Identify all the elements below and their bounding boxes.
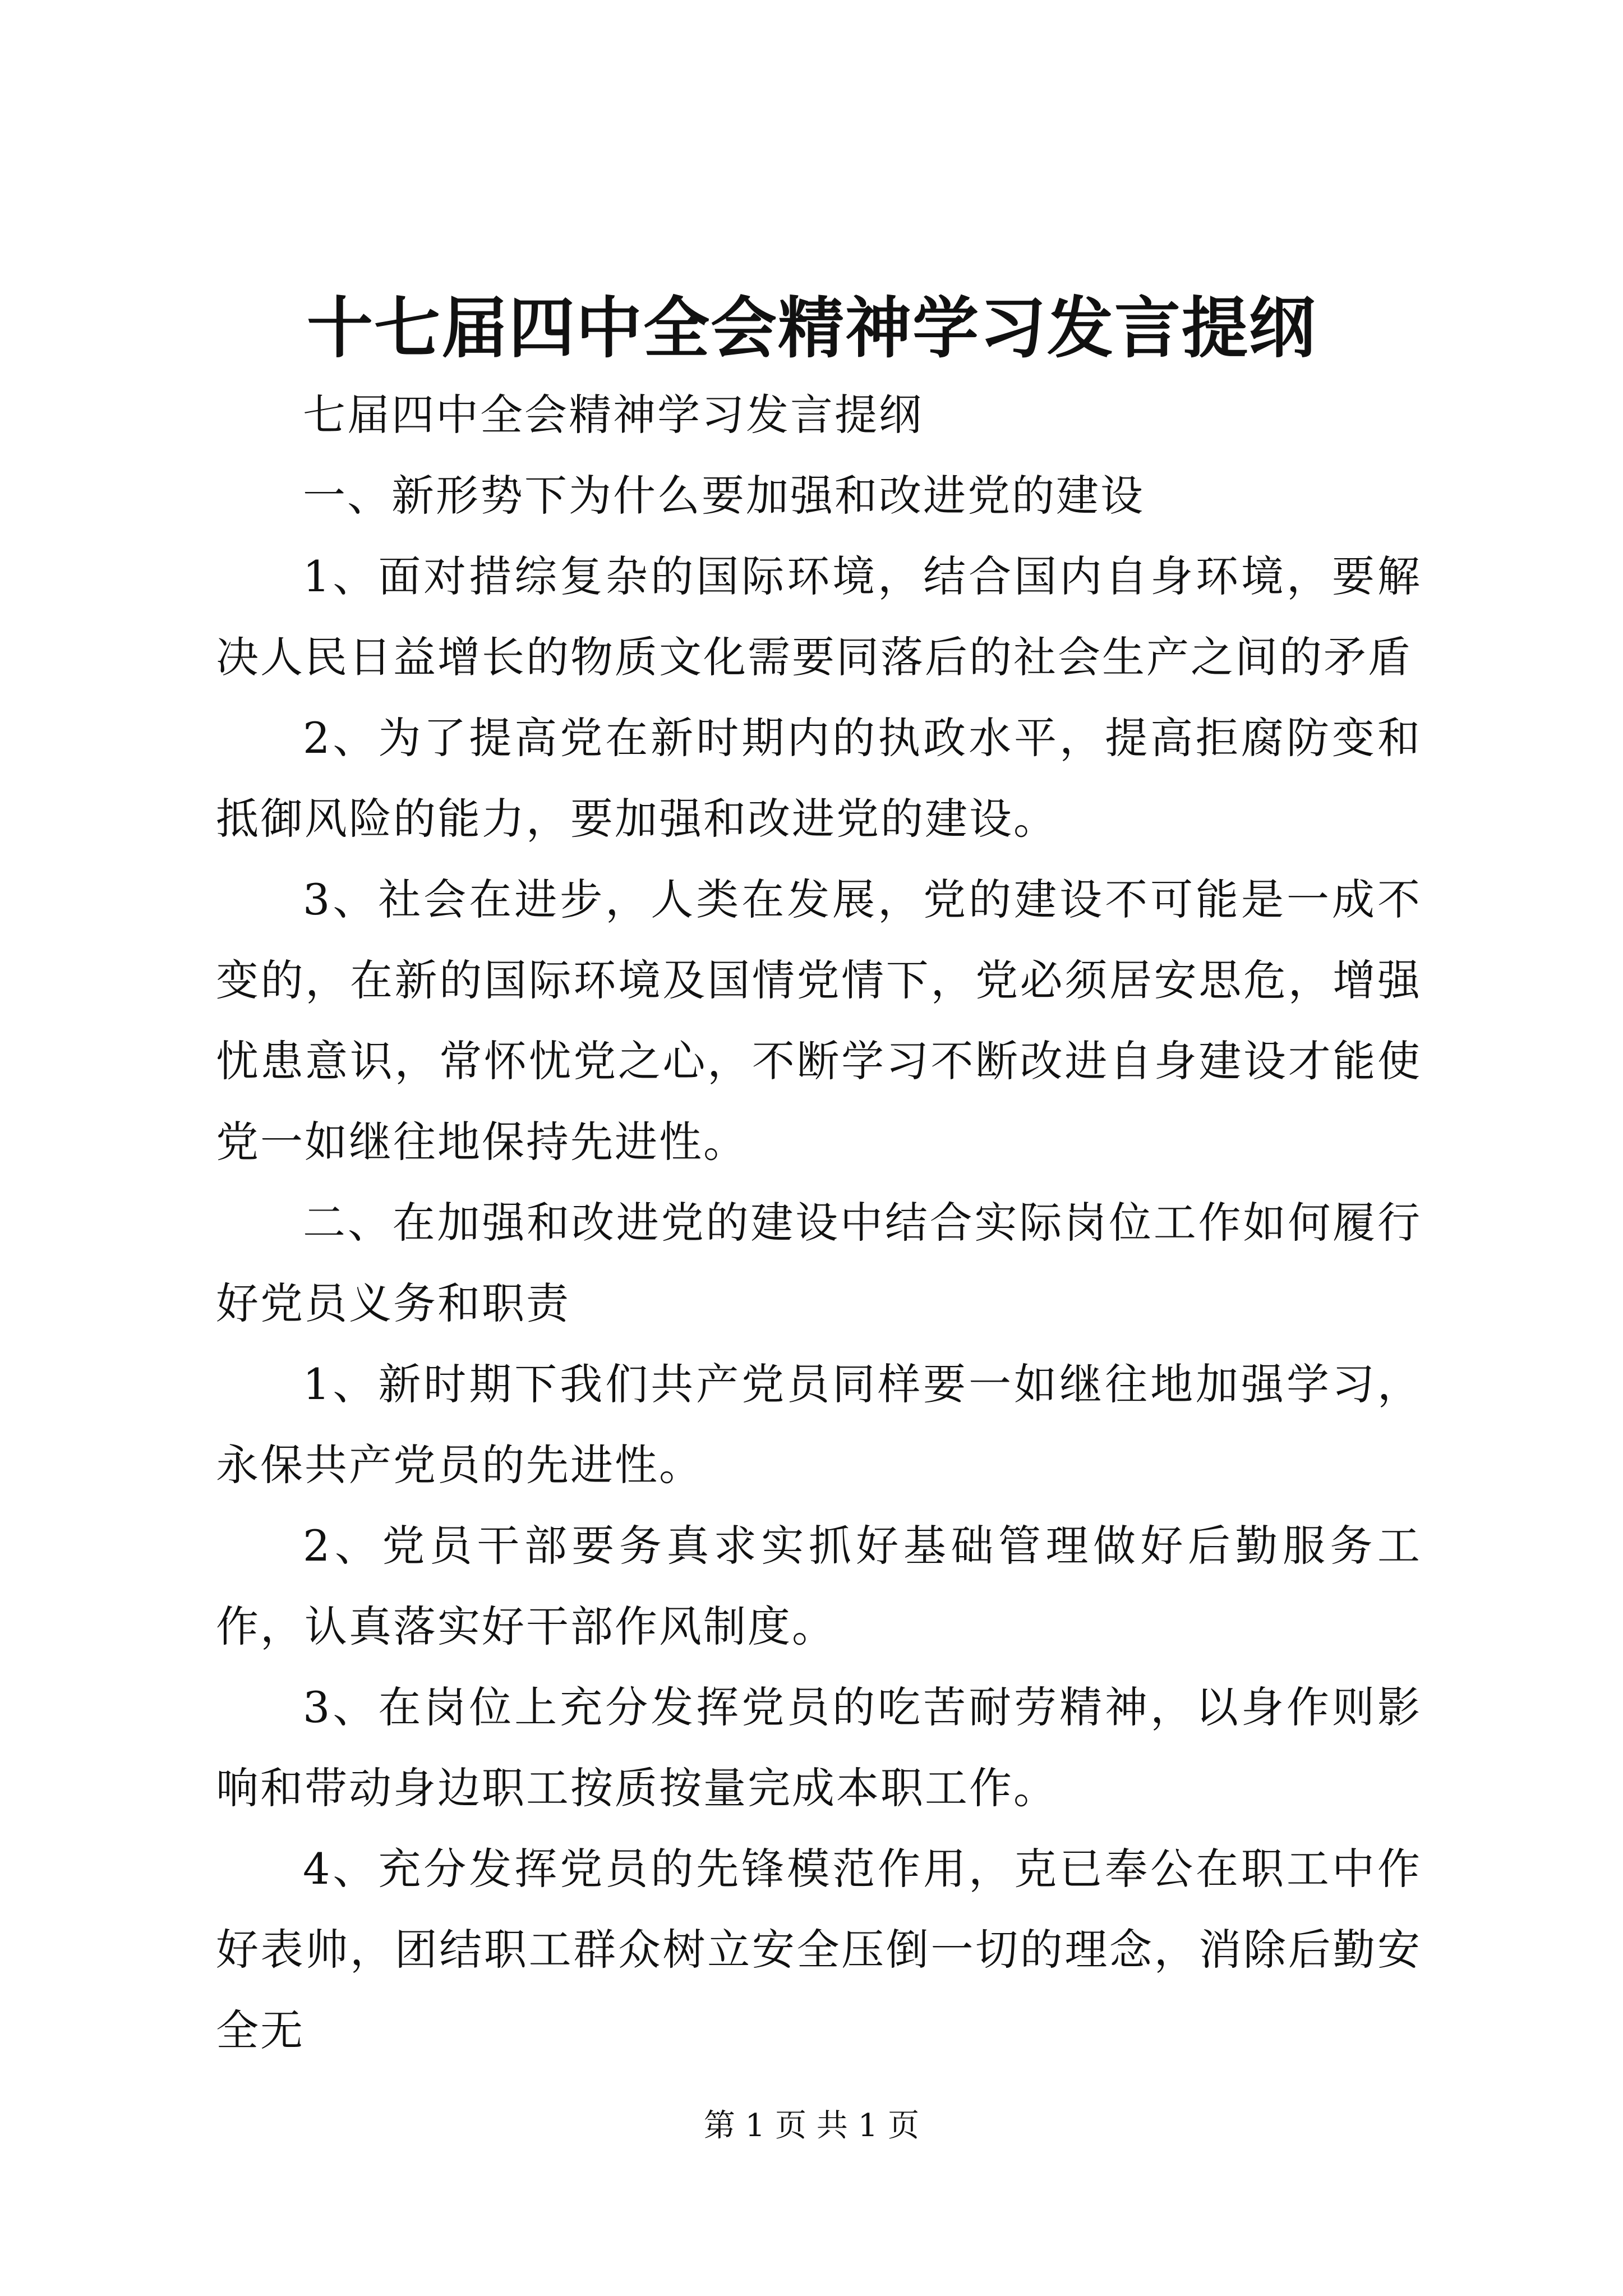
paragraph-item: 1、面对措综复杂的国际环境，结合国内自身环境，要解决人民日益增长的物质文化需要同落后的社会生产之间的矛盾 (216, 551, 1422, 682)
paragraph-item: 3、在岗位上充分发挥党员的吃苦耐劳精神，以身作则影响和带动身边职工按质按量完成本职工作。 (216, 1682, 1422, 1813)
document-title: 十七届四中全会精神学习发言提纲 (306, 289, 1316, 367)
paragraph-item: 4、充分发挥党员的先锋模范作用，克已奉公在职工中作好表帅，团结职工群众树立安全压倒一切的理念，消除后勤安全无 (216, 1844, 1422, 2055)
section-heading-1: 一、新形势下为什么要加强和改进党的建设 (303, 471, 1145, 521)
section-heading-2: 二、在加强和改进党的建设中结合实际岗位工作如何履行好党员义务和职责 (216, 1198, 1422, 1328)
paragraph-item: 2、为了提高党在新时期内的执政水平，提高拒腐防变和抵御风险的能力，要加强和改进党的建设。 (216, 713, 1422, 844)
page-footer: 第 1 页 共 1 页 (703, 2108, 920, 2144)
paragraph-subtitle: 七届四中全会精神学习发言提纲 (303, 390, 923, 440)
document-body (216, 375, 1422, 2071)
paragraph-item: 2、党员干部要务真求实抓好基础管理做好后勤服务工作，认真落实好干部作风制度。 (216, 1521, 1422, 1651)
paragraph-item: 3、社会在进步，人类在发展，党的建设不可能是一成不变的，在新的国际环境及国情党情下，党必须居安思危，增强忧患意识，常怀忧党之心，不断学习不断改进自身建设才能使党一如继往地保持先进性。 (216, 875, 1422, 1167)
paragraph-item: 1、新时期下我们共产党员同样要一如继往地加强学习，永保共产党员的先进性。 (216, 1359, 1422, 1490)
